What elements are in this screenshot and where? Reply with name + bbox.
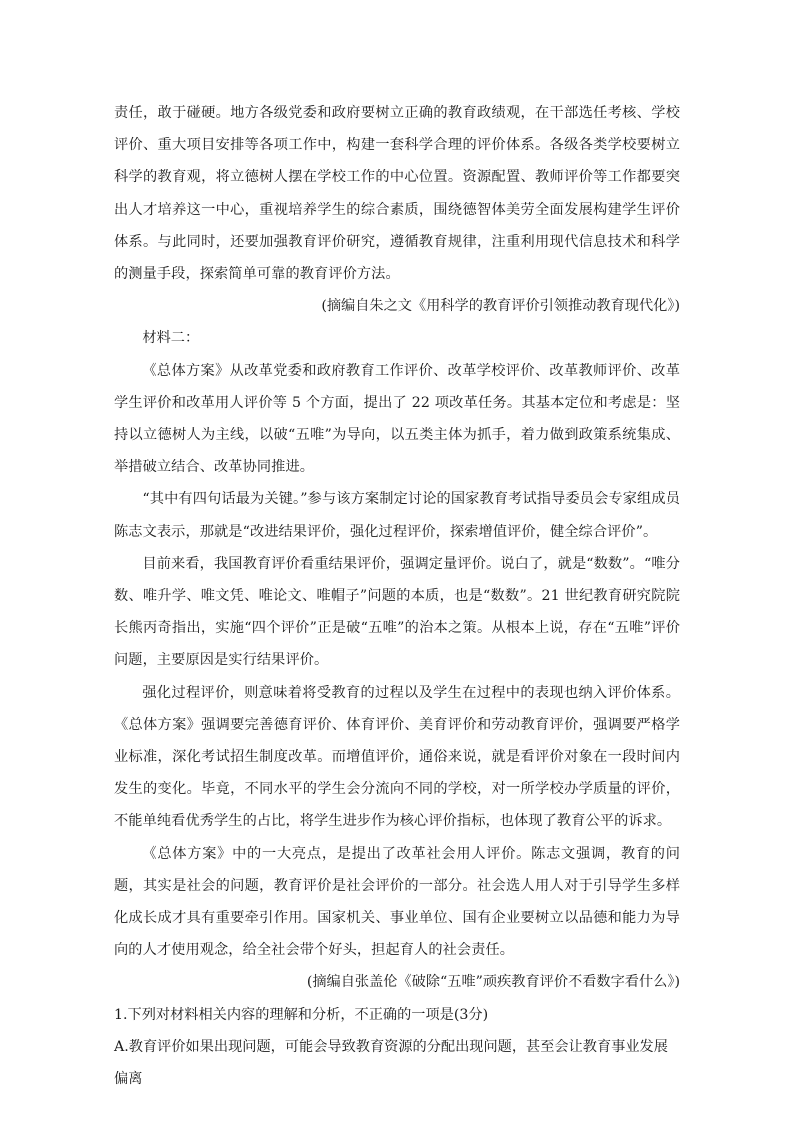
question-1-option-a: A.教育评价如果出现问题，可能会导致教育资源的分配出现问题，甚至会让教育事业发展偏离	[114, 1038, 668, 1088]
material2-paragraph-4: 强化过程评价，则意味着将受教育的过程以及学生在过程中的表现也纳入评价体系。《总体方案》强调要完善德育评价、体育评价、美育评价和劳动教育评价，强调要严格学业标准，深化考试招生制度改革。而增值评价，通俗来说，就是看评价对象在一段时间内发生的变化。毕竟，不同水平的学生会分流向不同的学校，对一所学校办学质量的评价，不能单纯看优秀学生的占比，将学生进步作为核心评价指标，也体现了教育公平的诉求。	[114, 684, 680, 830]
material1-tail-paragraph: 责任，敢于碰硬。地方各级党委和政府要树立正确的教育政绩观，在干部选任考核、学校评价、重大项目安排等各项工作中，构建一套科学合理的评价体系。各级各类学校要树立科学的教育观，将立德树人摆在学校工作的中心位置。资源配置、教师评价等工作都要突出人才培养这一中心，重视培养学生的综合素质，围绕德智体美劳全面发展构建学生评价体系。与此同时，还要加强教育评价研究，遵循教育规律，注重利用现代信息技术和科学的测量手段，探索简单可靠的教育评价方法。	[114, 105, 680, 283]
material2-paragraph-2: “其中有四句话最为关键。”参与该方案制定讨论的国家教育考试指导委员会专家组成员陈志文表示，那就是“改进结果评价，强化过程评价，探索增值评价，健全综合评价”。	[114, 491, 680, 540]
material2-label: 材料二：	[142, 330, 200, 347]
document-body	[114, 97, 680, 1095]
material2-paragraph-1: 《总体方案》从改革党委和政府教育工作评价、改革学校评价、改革教师评价、改革学生评价和改革用人评价等 5 个方面，提出了 22 项改革任务。其基本定位和考虑是：坚持以立德树人为主线，以破“五唯”为导向，以五类主体为抓手，着力做到政策系统集成、举措破立结合、改革协同推进。	[114, 362, 680, 476]
question-1-stem: 1.下列对材料相关内容的理解和分析，不正确的一项是(3分)	[114, 1006, 489, 1023]
material2-paragraph-3: 目前来看，我国教育评价看重结果评价，强调定量评价。说白了，就是“数数”。“唯分数、唯升学、唯文凭、唯论文、唯帽子”问题的本质，也是“数数”。21 世纪教育研究院院长熊丙奇指出，实施“四个评价”正是破“五唯”的治本之策。从根本上说，存在“五唯”评价问题，主要原因是实行结果评价。	[114, 555, 680, 669]
material2-paragraph-5: 《总体方案》中的一大亮点，是提出了改革社会用人评价。陈志文强调，教育的问题，其实是社会的问题，教育评价是社会评价的一部分。社会选人用人对于引导学生多样化成长成才具有重要牵引作用。国家机关、事业单位、国有企业要树立以品德和能力为导向的人才使用观念，给全社会带个好头，担起育人的社会责任。	[114, 845, 680, 959]
source-citation-2: (摘编自张盖伦《破除“五唯”顽疾教育评价不看数字看什么》)	[306, 974, 680, 991]
source-citation-1: (摘编自朱之文《用科学的教育评价引领推动教育现代化》)	[321, 298, 680, 315]
